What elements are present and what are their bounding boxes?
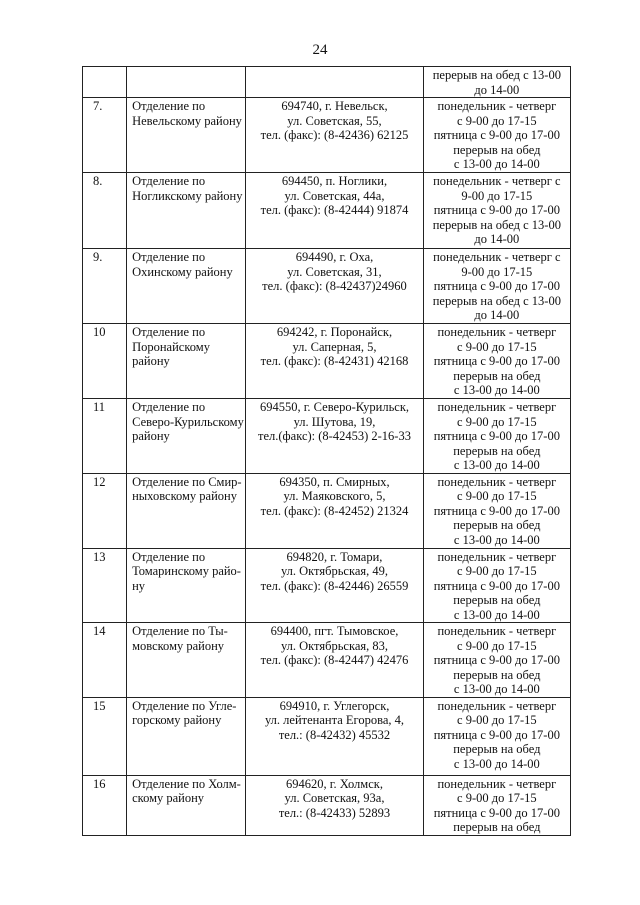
department-name-line: ныховскому району bbox=[132, 489, 237, 503]
table-row bbox=[83, 775, 571, 835]
department-name-line: району bbox=[132, 354, 170, 368]
address-line: тел.(факс): (8-42453) 2-16-33 bbox=[258, 429, 411, 443]
working-hours-cell bbox=[423, 67, 570, 98]
department-name-cell bbox=[127, 249, 246, 324]
working-hours-line: с 13-00 до 14-00 bbox=[453, 157, 540, 171]
working-hours-line: понедельник - четверг bbox=[437, 474, 557, 489]
department-name-cell bbox=[127, 399, 246, 474]
working-hours-line: пятница с 9-00 до 17-00 bbox=[433, 503, 560, 518]
address-cell bbox=[246, 324, 423, 399]
working-hours-line: понедельник - четверг с bbox=[433, 174, 561, 188]
departments-table bbox=[82, 66, 571, 836]
working-hours-line: с 13-00 до 14-00 bbox=[453, 607, 540, 622]
department-name-cell bbox=[127, 324, 246, 399]
address-cell bbox=[246, 548, 423, 623]
working-hours-line: пятница с 9-00 до 17-00 bbox=[433, 354, 560, 368]
working-hours-line: понедельник - четверг bbox=[437, 400, 557, 414]
department-name-line: Охинскому району bbox=[132, 264, 233, 279]
address-line: ул. Октябрьская, 49, bbox=[280, 564, 389, 578]
address-line: тел.: (8-42433) 52893 bbox=[278, 805, 391, 820]
working-hours-line: с 9-00 до 17-15 bbox=[457, 713, 537, 727]
working-hours-line: с 9-00 до 17-15 bbox=[457, 414, 537, 429]
row-number-cell: 7. bbox=[83, 98, 127, 173]
address-line: 694550, г. Северо-Курильск, bbox=[259, 400, 410, 414]
department-name-line: мовскому району bbox=[132, 638, 225, 653]
row-number-cell bbox=[83, 67, 127, 98]
address-line: тел. (факс): (8-42436) 62125 bbox=[260, 128, 409, 142]
address-line: тел. (факс): (8-42446) 26559 bbox=[260, 578, 409, 593]
address-line: 694820, г. Томари, bbox=[286, 549, 383, 564]
address-line: ул. Советская, 93а, bbox=[284, 791, 385, 805]
working-hours-line: перерыв на обед bbox=[453, 667, 541, 682]
working-hours-line: перерыв на обед bbox=[453, 518, 541, 532]
working-hours-line: с 9-00 до 17-15 bbox=[457, 339, 537, 354]
address-line: тел.: (8-42432) 45532 bbox=[278, 727, 391, 742]
working-hours-line: понедельник - четверг bbox=[437, 776, 557, 791]
table-row bbox=[83, 697, 571, 775]
working-hours-line: понедельник - четверг bbox=[437, 624, 557, 638]
table-row bbox=[83, 623, 571, 698]
department-name-cell bbox=[127, 623, 246, 698]
working-hours-line: перерыв на обед bbox=[453, 368, 541, 383]
working-hours-cell bbox=[423, 324, 570, 399]
working-hours-line: перерыв на обед с 13-00 bbox=[432, 293, 561, 308]
address-line: ул. Советская, 44а, bbox=[284, 188, 385, 203]
working-hours-line: перерыв на обед с 13-00 bbox=[432, 217, 561, 232]
address-cell bbox=[246, 173, 423, 249]
working-hours-line: с 9-00 до 17-15 bbox=[457, 489, 537, 503]
address-line: тел. (факс): (8-42437)24960 bbox=[262, 279, 407, 293]
working-hours-cell bbox=[423, 697, 570, 775]
address-line: 694350, п. Смирных, bbox=[279, 474, 390, 489]
address-line: ул. Советская, 55, bbox=[287, 113, 382, 128]
department-name-line: Ногликскому району bbox=[132, 188, 243, 203]
address-line: тел. (факс): (8-42452) 21324 bbox=[260, 503, 409, 518]
table-row bbox=[83, 173, 571, 249]
row-number-cell: 16 bbox=[83, 775, 127, 835]
row-number-cell: 15 bbox=[83, 697, 127, 775]
address-line: ул. Маяковского, 5, bbox=[283, 489, 386, 503]
working-hours-line: пятница с 9-00 до 17-00 bbox=[433, 429, 560, 443]
working-hours-line: понедельник - четверг bbox=[437, 698, 557, 713]
department-name-cell bbox=[127, 775, 246, 835]
working-hours-line: до 14-00 bbox=[474, 308, 520, 322]
address-cell bbox=[246, 623, 423, 698]
department-name-line: Отделение по bbox=[132, 400, 206, 414]
working-hours-line: с 13-00 до 14-00 bbox=[453, 383, 540, 397]
address-line: тел. (факс): (8-42444) 91874 bbox=[260, 203, 409, 217]
working-hours-line: с 9-00 до 17-15 bbox=[457, 638, 537, 653]
table-row bbox=[83, 548, 571, 623]
department-name-line: Отделение по Смир- bbox=[132, 474, 242, 489]
department-name-line: Поронайскому bbox=[132, 339, 210, 354]
department-name-line: Отделение по bbox=[132, 250, 206, 264]
table-row bbox=[83, 324, 571, 399]
working-hours-line: с 9-00 до 17-15 bbox=[457, 113, 537, 128]
department-name-cell bbox=[127, 98, 246, 173]
department-name-line: Томаринскому райо- bbox=[132, 564, 241, 578]
table-row bbox=[83, 67, 571, 98]
address-cell bbox=[246, 98, 423, 173]
row-number-cell: 12 bbox=[83, 473, 127, 548]
address-line: 694490, г. Оха, bbox=[295, 250, 374, 264]
department-name-line: Невельскому району bbox=[132, 113, 242, 128]
working-hours-line: с 13-00 до 14-00 bbox=[453, 682, 540, 696]
address-line: ул. Советская, 31, bbox=[287, 264, 382, 279]
address-cell bbox=[246, 775, 423, 835]
address-line: 694620, г. Холмск, bbox=[286, 776, 383, 791]
address-line: ул. Октябрьская, 83, bbox=[280, 638, 389, 653]
address-line: тел. (факс): (8-42447) 42476 bbox=[260, 653, 409, 667]
working-hours-cell bbox=[423, 623, 570, 698]
address-line: 694910, г. Углегорск, bbox=[279, 698, 390, 713]
address-line: ул. Шутова, 19, bbox=[293, 414, 376, 429]
table-row bbox=[83, 98, 571, 173]
row-number-cell: 10 bbox=[83, 324, 127, 399]
working-hours-cell bbox=[423, 173, 570, 249]
page-number: 24 bbox=[312, 42, 328, 58]
address-line: 694242, г. Поронайск, bbox=[276, 325, 393, 339]
working-hours-line: понедельник - четверг bbox=[437, 549, 557, 564]
working-hours-line: перерыв на обед bbox=[453, 820, 541, 834]
address-line: ул. Саперная, 5, bbox=[292, 339, 377, 354]
department-name-line: Отделение по bbox=[132, 99, 206, 113]
working-hours-cell bbox=[423, 98, 570, 173]
working-hours-line: пятница с 9-00 до 17-00 bbox=[433, 578, 560, 593]
working-hours-line: с 13-00 до 14-00 bbox=[453, 756, 540, 771]
working-hours-line: пятница с 9-00 до 17-00 bbox=[433, 727, 560, 742]
working-hours-cell bbox=[423, 473, 570, 548]
address-line: 694450, п. Ноглики, bbox=[281, 174, 388, 188]
row-number-cell: 14 bbox=[83, 623, 127, 698]
working-hours-line: перерыв на обед bbox=[453, 142, 541, 157]
department-name-cell bbox=[127, 67, 246, 98]
department-name-line: Отделение по bbox=[132, 325, 206, 339]
working-hours-line: с 9-00 до 17-15 bbox=[457, 564, 537, 578]
address-line: тел. (факс): (8-42431) 42168 bbox=[260, 354, 409, 368]
department-name-line: Отделение по Ты- bbox=[132, 624, 228, 638]
address-cell bbox=[246, 697, 423, 775]
department-name-line: горскому району bbox=[132, 713, 222, 727]
address-cell bbox=[246, 473, 423, 548]
working-hours-line: с 13-00 до 14-00 bbox=[453, 458, 540, 472]
table-row bbox=[83, 249, 571, 324]
address-cell bbox=[246, 399, 423, 474]
department-name-line: ну bbox=[132, 578, 146, 593]
row-number-cell: 11 bbox=[83, 399, 127, 474]
department-name-line: району bbox=[132, 429, 170, 443]
department-name-cell bbox=[127, 173, 246, 249]
address-line: ул. лейтенанта Егорова, 4, bbox=[264, 713, 404, 727]
working-hours-line: перерыв на обед bbox=[453, 593, 541, 607]
department-name-line: скому району bbox=[132, 791, 205, 805]
department-name-line: Отделение по bbox=[132, 549, 206, 564]
department-name-cell bbox=[127, 548, 246, 623]
table-row bbox=[83, 473, 571, 548]
working-hours-cell bbox=[423, 399, 570, 474]
address-line: 694400, пгт. Тымовское, bbox=[270, 624, 399, 638]
working-hours-cell bbox=[423, 548, 570, 623]
working-hours-line: с 9-00 до 17-15 bbox=[457, 791, 537, 805]
row-number-cell: 8. bbox=[83, 173, 127, 249]
working-hours-line: 9-00 до 17-15 bbox=[461, 264, 533, 279]
working-hours-cell bbox=[423, 775, 570, 835]
hours-line: до 14-00 bbox=[474, 82, 520, 97]
working-hours-line: пятница с 9-00 до 17-00 bbox=[433, 203, 560, 217]
department-name-line: Отделение по bbox=[132, 174, 206, 188]
working-hours-line: 9-00 до 17-15 bbox=[461, 188, 533, 203]
address-line: 694740, г. Невельск, bbox=[281, 99, 388, 113]
working-hours-line: понедельник - четверг bbox=[437, 325, 557, 339]
working-hours-line: с 13-00 до 14-00 bbox=[453, 532, 540, 547]
working-hours-line: понедельник - четверг с bbox=[433, 250, 561, 264]
address-cell bbox=[246, 67, 423, 98]
address-cell bbox=[246, 249, 423, 324]
row-number-cell: 13 bbox=[83, 548, 127, 623]
working-hours-line: перерыв на обед bbox=[453, 443, 541, 458]
working-hours-line: пятница с 9-00 до 17-00 bbox=[433, 805, 560, 820]
department-name-line: Отделение по Угле- bbox=[132, 698, 237, 713]
department-name-line: Северо-Курильскому bbox=[132, 414, 244, 429]
hours-line: перерыв на обед с 13-00 bbox=[432, 68, 561, 82]
working-hours-line: понедельник - четверг bbox=[437, 99, 557, 113]
working-hours-line: пятница с 9-00 до 17-00 bbox=[433, 653, 560, 667]
row-number-cell: 9. bbox=[83, 249, 127, 324]
working-hours-line: до 14-00 bbox=[474, 232, 520, 246]
working-hours-line: перерыв на обед bbox=[453, 742, 541, 756]
working-hours-cell bbox=[423, 249, 570, 324]
table-row bbox=[83, 399, 571, 474]
department-name-cell bbox=[127, 697, 246, 775]
working-hours-line: пятница с 9-00 до 17-00 bbox=[433, 279, 560, 293]
working-hours-line: пятница с 9-00 до 17-00 bbox=[433, 128, 560, 142]
department-name-cell bbox=[127, 473, 246, 548]
department-name-line: Отделение по Холм- bbox=[132, 776, 241, 791]
